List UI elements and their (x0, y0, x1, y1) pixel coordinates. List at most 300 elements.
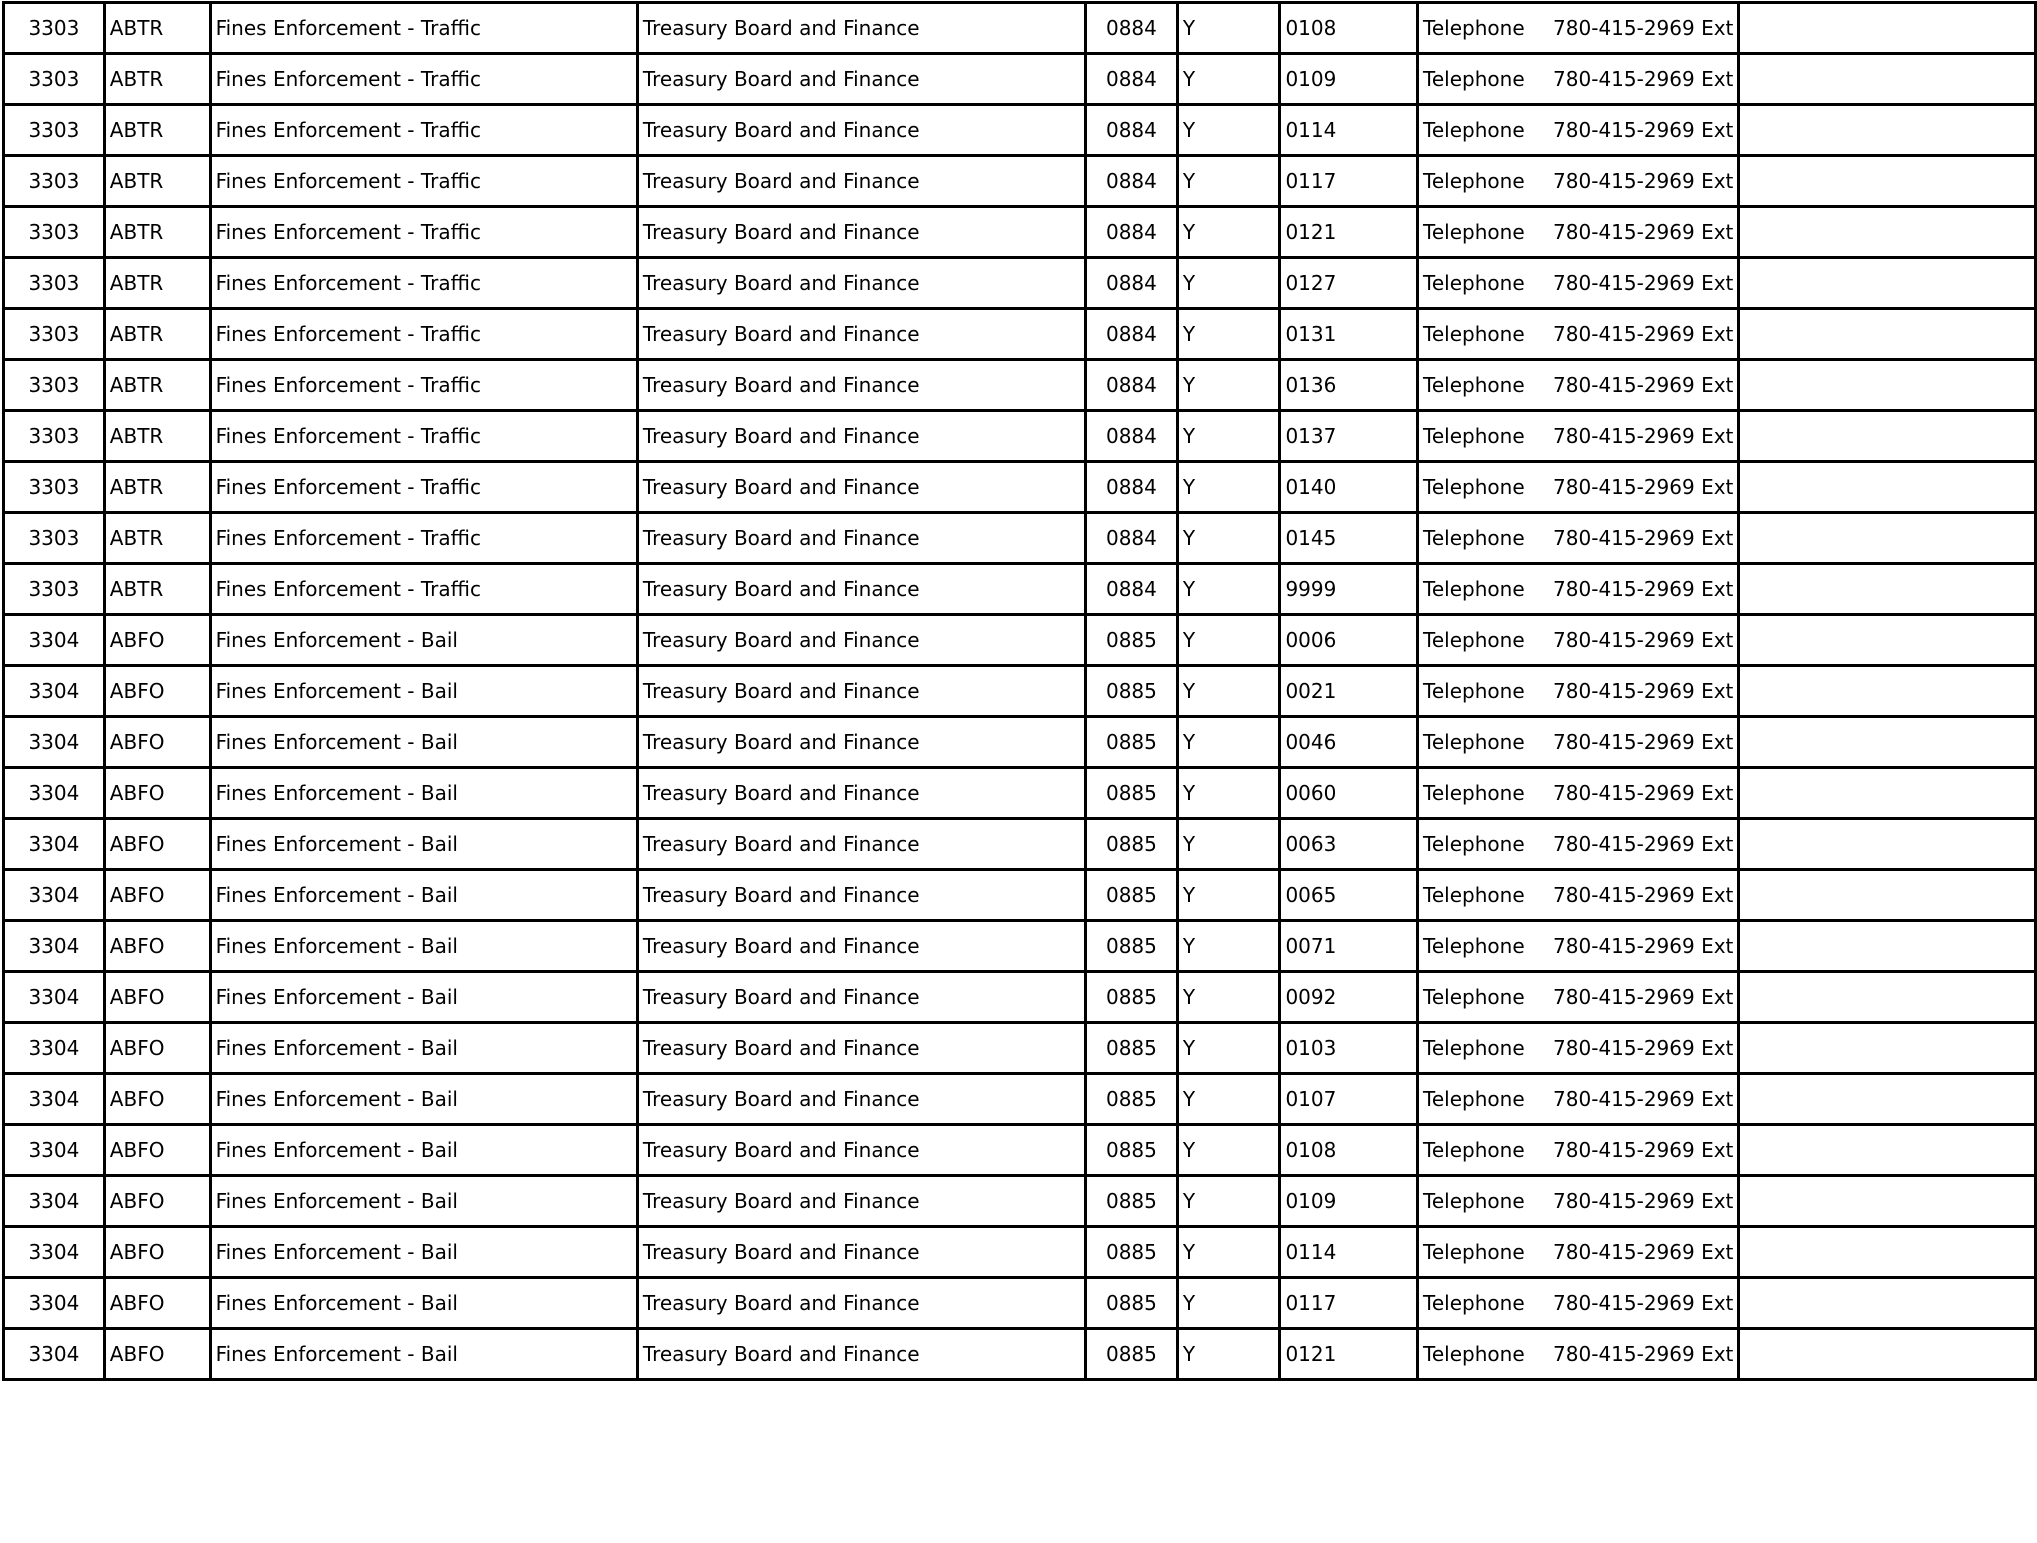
contact-type: Telephone (1423, 118, 1525, 142)
abbr-cell: ABFO (104, 921, 210, 972)
flag-cell: Y (1177, 513, 1280, 564)
notes-cell (1739, 309, 2036, 360)
ministry-cell: Treasury Board and Finance (637, 3, 1085, 54)
contact-cell (1418, 258, 1739, 309)
contact-value: 780-415-2969 Ext (1553, 1240, 1734, 1264)
ministry-cell: Treasury Board and Finance (637, 1023, 1085, 1074)
code-cell: 3304 (4, 666, 105, 717)
location-cell: 0046 (1280, 717, 1418, 768)
location-cell: 0092 (1280, 972, 1418, 1023)
flag-cell: Y (1177, 870, 1280, 921)
table-row (4, 156, 2036, 207)
contact-cell (1418, 870, 1739, 921)
table-row (4, 258, 2036, 309)
code-cell: 3304 (4, 1023, 105, 1074)
number-cell: 0884 (1086, 360, 1178, 411)
contact-value: 780-415-2969 Ext (1553, 220, 1734, 244)
flag-cell: Y (1177, 1125, 1280, 1176)
number-cell: 0885 (1086, 666, 1178, 717)
contact-cell (1418, 768, 1739, 819)
contact-type: Telephone (1423, 169, 1525, 193)
table-row (4, 3, 2036, 54)
contact-cell (1418, 54, 1739, 105)
ministry-cell: Treasury Board and Finance (637, 513, 1085, 564)
notes-cell (1739, 870, 2036, 921)
contact-value: 780-415-2969 Ext (1553, 526, 1734, 550)
table-row (4, 1227, 2036, 1278)
code-cell: 3303 (4, 105, 105, 156)
flag-cell: Y (1177, 1227, 1280, 1278)
contact-value: 780-415-2969 Ext (1553, 271, 1734, 295)
program-cell: Fines Enforcement - Bail (210, 921, 637, 972)
contact-type: Telephone (1423, 1291, 1525, 1315)
abbr-cell: ABFO (104, 615, 210, 666)
table-row (4, 615, 2036, 666)
table-row (4, 207, 2036, 258)
code-cell: 3303 (4, 513, 105, 564)
location-cell: 0065 (1280, 870, 1418, 921)
number-cell: 0884 (1086, 462, 1178, 513)
contact-type: Telephone (1423, 67, 1525, 91)
flag-cell: Y (1177, 768, 1280, 819)
contact-cell (1418, 717, 1739, 768)
number-cell: 0885 (1086, 1023, 1178, 1074)
contact-type: Telephone (1423, 373, 1525, 397)
ministry-cell: Treasury Board and Finance (637, 870, 1085, 921)
contact-type: Telephone (1423, 271, 1525, 295)
contact-type: Telephone (1423, 832, 1525, 856)
contact-value: 780-415-2969 Ext (1553, 1036, 1734, 1060)
ministry-cell: Treasury Board and Finance (637, 564, 1085, 615)
ministry-cell: Treasury Board and Finance (637, 309, 1085, 360)
contact-type: Telephone (1423, 16, 1525, 40)
abbr-cell: ABFO (104, 768, 210, 819)
program-cell: Fines Enforcement - Traffic (210, 513, 637, 564)
contact-value: 780-415-2969 Ext (1553, 730, 1734, 754)
ministry-cell: Treasury Board and Finance (637, 54, 1085, 105)
contact-value: 780-415-2969 Ext (1553, 628, 1734, 652)
table-row (4, 1278, 2036, 1329)
program-cell: Fines Enforcement - Bail (210, 1023, 637, 1074)
contact-cell (1418, 1074, 1739, 1125)
table-row (4, 1074, 2036, 1125)
location-cell: 0006 (1280, 615, 1418, 666)
contact-value: 780-415-2969 Ext (1553, 679, 1734, 703)
abbr-cell: ABFO (104, 1176, 210, 1227)
flag-cell: Y (1177, 1176, 1280, 1227)
table-row (4, 768, 2036, 819)
program-cell: Fines Enforcement - Bail (210, 1329, 637, 1380)
contact-value: 780-415-2969 Ext (1553, 424, 1734, 448)
location-cell: 0140 (1280, 462, 1418, 513)
number-cell: 0885 (1086, 870, 1178, 921)
number-cell: 0884 (1086, 309, 1178, 360)
contact-cell (1418, 1227, 1739, 1278)
location-cell: 0109 (1280, 1176, 1418, 1227)
program-cell: Fines Enforcement - Bail (210, 768, 637, 819)
table-row (4, 972, 2036, 1023)
flag-cell: Y (1177, 1023, 1280, 1074)
number-cell: 0885 (1086, 972, 1178, 1023)
contact-value: 780-415-2969 Ext (1553, 985, 1734, 1009)
ministry-cell: Treasury Board and Finance (637, 615, 1085, 666)
table-row (4, 1176, 2036, 1227)
location-cell: 0145 (1280, 513, 1418, 564)
contact-type: Telephone (1423, 934, 1525, 958)
table-row (4, 309, 2036, 360)
code-cell: 3304 (4, 819, 105, 870)
flag-cell: Y (1177, 54, 1280, 105)
contact-value: 780-415-2969 Ext (1553, 67, 1734, 91)
contact-cell (1418, 207, 1739, 258)
table-row (4, 1329, 2036, 1380)
contact-cell (1418, 819, 1739, 870)
abbr-cell: ABFO (104, 1023, 210, 1074)
code-cell: 3304 (4, 717, 105, 768)
contact-value: 780-415-2969 Ext (1553, 475, 1734, 499)
contact-cell (1418, 462, 1739, 513)
notes-cell (1739, 258, 2036, 309)
ministry-cell: Treasury Board and Finance (637, 360, 1085, 411)
abbr-cell: ABTR (104, 258, 210, 309)
abbr-cell: ABTR (104, 513, 210, 564)
table-row (4, 1125, 2036, 1176)
number-cell: 0885 (1086, 819, 1178, 870)
program-cell: Fines Enforcement - Bail (210, 717, 637, 768)
abbr-cell: ABFO (104, 819, 210, 870)
table-row (4, 921, 2036, 972)
program-cell: Fines Enforcement - Traffic (210, 3, 637, 54)
ministry-cell: Treasury Board and Finance (637, 105, 1085, 156)
contact-type: Telephone (1423, 1138, 1525, 1162)
number-cell: 0885 (1086, 1329, 1178, 1380)
program-cell: Fines Enforcement - Bail (210, 1074, 637, 1125)
abbr-cell: ABTR (104, 360, 210, 411)
contact-type: Telephone (1423, 526, 1525, 550)
flag-cell: Y (1177, 258, 1280, 309)
ministry-cell: Treasury Board and Finance (637, 1278, 1085, 1329)
flag-cell: Y (1177, 462, 1280, 513)
location-cell: 0060 (1280, 768, 1418, 819)
contact-cell (1418, 105, 1739, 156)
notes-cell (1739, 105, 2036, 156)
flag-cell: Y (1177, 309, 1280, 360)
contact-type: Telephone (1423, 1189, 1525, 1213)
program-cell: Fines Enforcement - Traffic (210, 462, 637, 513)
notes-cell (1739, 921, 2036, 972)
program-cell: Fines Enforcement - Bail (210, 1278, 637, 1329)
flag-cell: Y (1177, 1074, 1280, 1125)
contact-cell (1418, 309, 1739, 360)
notes-cell (1739, 1329, 2036, 1380)
contact-cell (1418, 1329, 1739, 1380)
contact-value: 780-415-2969 Ext (1553, 169, 1734, 193)
table-row (4, 819, 2036, 870)
contact-type: Telephone (1423, 1036, 1525, 1060)
notes-cell (1739, 666, 2036, 717)
location-cell: 0108 (1280, 3, 1418, 54)
number-cell: 0885 (1086, 717, 1178, 768)
contact-cell (1418, 3, 1739, 54)
contact-value: 780-415-2969 Ext (1553, 577, 1734, 601)
code-cell: 3304 (4, 615, 105, 666)
table-row (4, 462, 2036, 513)
table-row (4, 717, 2036, 768)
ministry-cell: Treasury Board and Finance (637, 411, 1085, 462)
notes-cell (1739, 1227, 2036, 1278)
code-cell: 3304 (4, 870, 105, 921)
contact-type: Telephone (1423, 220, 1525, 244)
abbr-cell: ABTR (104, 54, 210, 105)
program-cell: Fines Enforcement - Bail (210, 1176, 637, 1227)
program-cell: Fines Enforcement - Bail (210, 666, 637, 717)
program-cell: Fines Enforcement - Traffic (210, 360, 637, 411)
contact-value: 780-415-2969 Ext (1553, 832, 1734, 856)
number-cell: 0885 (1086, 1227, 1178, 1278)
code-cell: 3303 (4, 207, 105, 258)
code-cell: 3304 (4, 1278, 105, 1329)
location-cell: 0121 (1280, 1329, 1418, 1380)
table-row (4, 1023, 2036, 1074)
location-cell: 0103 (1280, 1023, 1418, 1074)
number-cell: 0884 (1086, 258, 1178, 309)
ministry-cell: Treasury Board and Finance (637, 258, 1085, 309)
contact-cell (1418, 564, 1739, 615)
program-cell: Fines Enforcement - Traffic (210, 105, 637, 156)
notes-cell (1739, 3, 2036, 54)
program-cell: Fines Enforcement - Traffic (210, 411, 637, 462)
abbr-cell: ABFO (104, 870, 210, 921)
contact-value: 780-415-2969 Ext (1553, 118, 1734, 142)
code-cell: 3303 (4, 54, 105, 105)
notes-cell (1739, 54, 2036, 105)
abbr-cell: ABTR (104, 411, 210, 462)
code-cell: 3303 (4, 411, 105, 462)
contact-value: 780-415-2969 Ext (1553, 1138, 1734, 1162)
abbr-cell: ABFO (104, 1125, 210, 1176)
notes-cell (1739, 513, 2036, 564)
notes-cell (1739, 1023, 2036, 1074)
number-cell: 0885 (1086, 615, 1178, 666)
contact-type: Telephone (1423, 1342, 1525, 1366)
contact-cell (1418, 1125, 1739, 1176)
contact-cell (1418, 411, 1739, 462)
ministry-cell: Treasury Board and Finance (637, 207, 1085, 258)
contact-type: Telephone (1423, 730, 1525, 754)
contact-cell (1418, 513, 1739, 564)
abbr-cell: ABTR (104, 309, 210, 360)
flag-cell: Y (1177, 666, 1280, 717)
contact-value: 780-415-2969 Ext (1553, 883, 1734, 907)
abbr-cell: ABTR (104, 156, 210, 207)
ministry-cell: Treasury Board and Finance (637, 819, 1085, 870)
contact-cell (1418, 360, 1739, 411)
code-cell: 3303 (4, 156, 105, 207)
number-cell: 0885 (1086, 1074, 1178, 1125)
notes-cell (1739, 156, 2036, 207)
abbr-cell: ABFO (104, 1227, 210, 1278)
table-body (4, 3, 2036, 1380)
contact-type: Telephone (1423, 424, 1525, 448)
ministry-cell: Treasury Board and Finance (637, 666, 1085, 717)
table-row (4, 870, 2036, 921)
code-cell: 3304 (4, 768, 105, 819)
notes-cell (1739, 972, 2036, 1023)
contact-cell (1418, 1278, 1739, 1329)
data-table (2, 1, 2037, 1381)
code-cell: 3303 (4, 258, 105, 309)
abbr-cell: ABFO (104, 1329, 210, 1380)
location-cell: 0136 (1280, 360, 1418, 411)
code-cell: 3304 (4, 1227, 105, 1278)
abbr-cell: ABFO (104, 972, 210, 1023)
flag-cell: Y (1177, 105, 1280, 156)
program-cell: Fines Enforcement - Traffic (210, 564, 637, 615)
location-cell: 0063 (1280, 819, 1418, 870)
ministry-cell: Treasury Board and Finance (637, 1227, 1085, 1278)
contact-type: Telephone (1423, 1240, 1525, 1264)
location-cell: 0127 (1280, 258, 1418, 309)
contact-type: Telephone (1423, 781, 1525, 805)
program-cell: Fines Enforcement - Traffic (210, 54, 637, 105)
contact-type: Telephone (1423, 679, 1525, 703)
notes-cell (1739, 462, 2036, 513)
ministry-cell: Treasury Board and Finance (637, 921, 1085, 972)
table-row (4, 105, 2036, 156)
notes-cell (1739, 1176, 2036, 1227)
ministry-cell: Treasury Board and Finance (637, 156, 1085, 207)
location-cell: 0021 (1280, 666, 1418, 717)
contact-value: 780-415-2969 Ext (1553, 781, 1734, 805)
contact-cell (1418, 1023, 1739, 1074)
number-cell: 0884 (1086, 564, 1178, 615)
code-cell: 3304 (4, 921, 105, 972)
abbr-cell: ABTR (104, 207, 210, 258)
table-row (4, 360, 2036, 411)
program-cell: Fines Enforcement - Bail (210, 819, 637, 870)
abbr-cell: ABTR (104, 3, 210, 54)
number-cell: 0884 (1086, 105, 1178, 156)
number-cell: 0885 (1086, 1125, 1178, 1176)
location-cell: 0121 (1280, 207, 1418, 258)
location-cell: 0114 (1280, 1227, 1418, 1278)
flag-cell: Y (1177, 411, 1280, 462)
location-cell: 0107 (1280, 1074, 1418, 1125)
number-cell: 0885 (1086, 1176, 1178, 1227)
number-cell: 0884 (1086, 3, 1178, 54)
notes-cell (1739, 1074, 2036, 1125)
code-cell: 3303 (4, 3, 105, 54)
code-cell: 3304 (4, 972, 105, 1023)
table-row (4, 411, 2036, 462)
contact-value: 780-415-2969 Ext (1553, 1342, 1734, 1366)
ministry-cell: Treasury Board and Finance (637, 1074, 1085, 1125)
location-cell: 0117 (1280, 156, 1418, 207)
program-cell: Fines Enforcement - Bail (210, 615, 637, 666)
number-cell: 0885 (1086, 1278, 1178, 1329)
number-cell: 0884 (1086, 207, 1178, 258)
table-row (4, 666, 2036, 717)
abbr-cell: ABFO (104, 717, 210, 768)
contact-type: Telephone (1423, 985, 1525, 1009)
ministry-cell: Treasury Board and Finance (637, 768, 1085, 819)
contact-value: 780-415-2969 Ext (1553, 1189, 1734, 1213)
contact-value: 780-415-2969 Ext (1553, 322, 1734, 346)
flag-cell: Y (1177, 717, 1280, 768)
location-cell: 0071 (1280, 921, 1418, 972)
program-cell: Fines Enforcement - Bail (210, 870, 637, 921)
notes-cell (1739, 819, 2036, 870)
contact-value: 780-415-2969 Ext (1553, 1291, 1734, 1315)
contact-value: 780-415-2969 Ext (1553, 16, 1734, 40)
notes-cell (1739, 564, 2036, 615)
ministry-cell: Treasury Board and Finance (637, 1329, 1085, 1380)
contact-cell (1418, 615, 1739, 666)
flag-cell: Y (1177, 360, 1280, 411)
notes-cell (1739, 1125, 2036, 1176)
contact-value: 780-415-2969 Ext (1553, 373, 1734, 397)
flag-cell: Y (1177, 615, 1280, 666)
contact-cell (1418, 921, 1739, 972)
code-cell: 3303 (4, 462, 105, 513)
location-cell: 0114 (1280, 105, 1418, 156)
flag-cell: Y (1177, 1278, 1280, 1329)
number-cell: 0884 (1086, 156, 1178, 207)
contact-type: Telephone (1423, 577, 1525, 601)
abbr-cell: ABFO (104, 1278, 210, 1329)
ministry-cell: Treasury Board and Finance (637, 1125, 1085, 1176)
program-cell: Fines Enforcement - Bail (210, 972, 637, 1023)
program-cell: Fines Enforcement - Bail (210, 1227, 637, 1278)
abbr-cell: ABTR (104, 105, 210, 156)
location-cell: 0117 (1280, 1278, 1418, 1329)
ministry-cell: Treasury Board and Finance (637, 462, 1085, 513)
number-cell: 0884 (1086, 411, 1178, 462)
code-cell: 3304 (4, 1176, 105, 1227)
code-cell: 3304 (4, 1329, 105, 1380)
contact-cell (1418, 972, 1739, 1023)
code-cell: 3303 (4, 309, 105, 360)
contact-type: Telephone (1423, 322, 1525, 346)
abbr-cell: ABTR (104, 462, 210, 513)
code-cell: 3303 (4, 360, 105, 411)
notes-cell (1739, 768, 2036, 819)
contact-cell (1418, 1176, 1739, 1227)
contact-value: 780-415-2969 Ext (1553, 934, 1734, 958)
contact-type: Telephone (1423, 1087, 1525, 1111)
flag-cell: Y (1177, 819, 1280, 870)
location-cell: 0108 (1280, 1125, 1418, 1176)
table-row (4, 54, 2036, 105)
program-cell: Fines Enforcement - Traffic (210, 309, 637, 360)
number-cell: 0884 (1086, 54, 1178, 105)
code-cell: 3304 (4, 1074, 105, 1125)
flag-cell: Y (1177, 1329, 1280, 1380)
location-cell: 0137 (1280, 411, 1418, 462)
notes-cell (1739, 411, 2036, 462)
contact-value: 780-415-2969 Ext (1553, 1087, 1734, 1111)
number-cell: 0885 (1086, 921, 1178, 972)
location-cell: 9999 (1280, 564, 1418, 615)
table-row (4, 513, 2036, 564)
notes-cell (1739, 1278, 2036, 1329)
contact-type: Telephone (1423, 475, 1525, 499)
ministry-cell: Treasury Board and Finance (637, 972, 1085, 1023)
contact-cell (1418, 156, 1739, 207)
location-cell: 0109 (1280, 54, 1418, 105)
flag-cell: Y (1177, 972, 1280, 1023)
contact-type: Telephone (1423, 628, 1525, 652)
